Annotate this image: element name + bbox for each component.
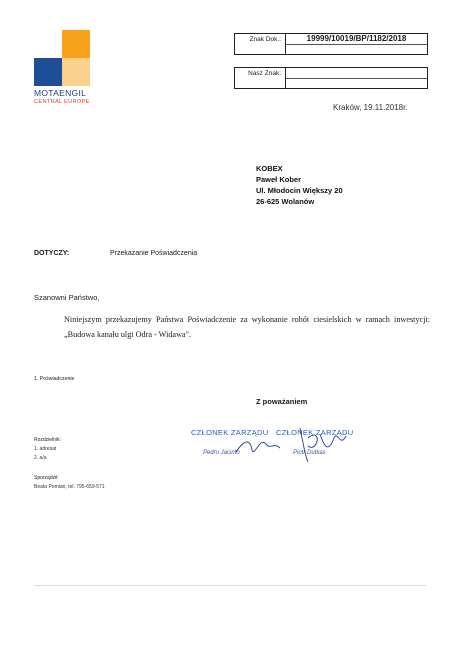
recipient-city: 26-625 Wolanów — [256, 197, 315, 206]
distribution-item: 2. a/a — [34, 455, 47, 461]
board-member-stamp-2-title: CZŁONEK ZARZĄDU — [276, 428, 354, 437]
subject-text: Przekazanie Poświadczenia — [110, 250, 198, 257]
recipient-company: KOBEX — [256, 164, 283, 173]
recipient-street: Ul. Młodocin Większy 20 — [256, 186, 343, 195]
distribution-item: 1. adresat — [34, 446, 57, 452]
logo-light-orange-square — [62, 58, 90, 86]
logo-blue-square — [34, 58, 62, 86]
body-paragraph: Niniejszym przekazujemy Państwa Poświadczenie za wykonanie robót ciesielskich w ramach inwestycji: „Budowa kanału ulgi Odra - Widawa". — [64, 315, 430, 339]
reference-label-cell — [235, 34, 286, 54]
our-reference-box — [234, 67, 428, 89]
company-logo — [34, 30, 90, 86]
document-reference-box — [234, 33, 428, 55]
recipient-address — [256, 163, 343, 207]
recipient-name: Paweł Kober — [256, 175, 302, 184]
handwritten-signatures — [230, 418, 360, 466]
reference-label: Znak Dok.: — [249, 36, 281, 43]
board-member-stamp-1-name: Pedro Jacinto — [203, 450, 240, 456]
logo-subtitle: CENTRAL EUROPE — [34, 99, 90, 105]
subject-label: DOTYCZY: — [34, 250, 70, 257]
board-member-stamp-2-name: Piotr Dutkas — [293, 450, 326, 456]
footer-rule — [34, 585, 426, 586]
board-member-stamp-1-title: CZŁONEK ZARZĄDU — [191, 428, 269, 437]
attachment-item: 1. Poświadczenie — [34, 376, 75, 382]
regards: Z poważaniem — [256, 397, 308, 406]
salutation: Szanowni Państwo, — [34, 293, 100, 302]
letter-date: Kraków, 19.11.2018r. — [333, 103, 408, 112]
our-reference-label-cell — [235, 68, 286, 88]
our-reference-value — [286, 68, 427, 79]
prepared-by-value: Beata Pomian, tel. 795-659-571 — [34, 484, 105, 490]
our-reference-label: Nasz Znak: — [248, 70, 281, 77]
reference-value: 19999/10019/BP/1182/2018 — [286, 34, 427, 45]
prepared-by-label: Sporządził: — [34, 475, 59, 481]
logo-name: MOTAENGIL — [34, 88, 87, 98]
distribution-label: Rozdzielnik: — [34, 437, 61, 443]
logo-orange-square — [62, 30, 90, 58]
